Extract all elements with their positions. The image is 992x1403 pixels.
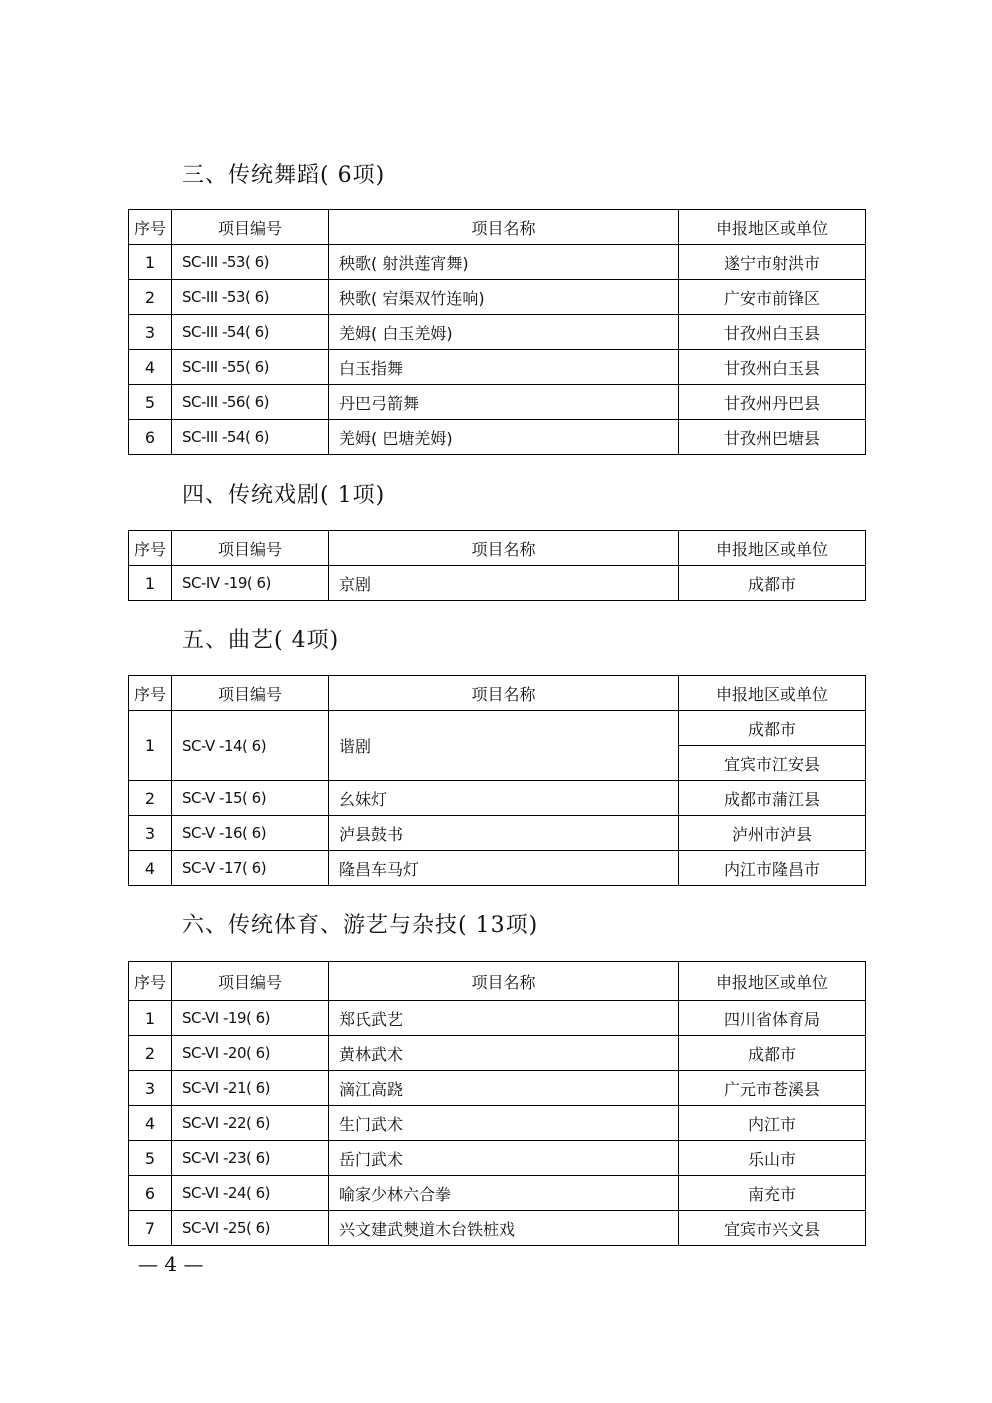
cell-no: 1 — [129, 566, 172, 601]
cell-no: 4 — [129, 1106, 172, 1141]
cell-name: 幺妹灯 — [329, 781, 679, 816]
cell-region: 泸州市泸县 — [679, 816, 866, 851]
cell-code: SC-VI -22( 6) — [172, 1106, 329, 1141]
header-region: 申报地区或单位 — [679, 962, 866, 1001]
cell-no: 3 — [129, 1071, 172, 1106]
header-name: 项目名称 — [329, 210, 679, 245]
header-code: 项目编号 — [172, 962, 329, 1001]
cell-no: 5 — [129, 1141, 172, 1176]
cell-no: 1 — [129, 245, 172, 280]
table-row — [129, 280, 866, 315]
cell-name: 谐剧 — [329, 711, 679, 781]
header-name: 项目名称 — [329, 676, 679, 711]
table-row — [129, 245, 866, 280]
section-title-sports: 六、传统体育、游艺与杂技( 13项) — [182, 913, 539, 938]
table-row — [129, 315, 866, 350]
cell-code: SC-V -17( 6) — [172, 851, 329, 886]
cell-code: SC-III -55( 6) — [172, 350, 329, 385]
cell-code: SC-III -54( 6) — [172, 420, 329, 455]
table-row — [129, 1001, 866, 1036]
table-row — [129, 1141, 866, 1176]
cell-region: 成都市 — [679, 1036, 866, 1071]
cell-region: 内江市隆昌市 — [679, 851, 866, 886]
section-title-dance: 三、传统舞蹈( 6项) — [182, 163, 386, 188]
table-row — [129, 781, 866, 816]
cell-code: SC-VI -20( 6) — [172, 1036, 329, 1071]
cell-region: 成都市 — [679, 566, 866, 601]
cell-region: 甘孜州白玉县 — [679, 350, 866, 385]
table-row — [129, 851, 866, 886]
cell-region: 遂宁市射洪市 — [679, 245, 866, 280]
table-row — [129, 566, 866, 601]
cell-region: 南充市 — [679, 1176, 866, 1211]
header-region: 申报地区或单位 — [679, 210, 866, 245]
cell-region: 宜宾市江安县 — [679, 746, 866, 781]
cell-region: 甘孜州白玉县 — [679, 315, 866, 350]
cell-name: 羌姆( 巴塘羌姆) — [329, 420, 679, 455]
cell-no: 7 — [129, 1211, 172, 1246]
cell-region: 四川省体育局 — [679, 1001, 866, 1036]
cell-name: 白玉指舞 — [329, 350, 679, 385]
table-sports — [128, 961, 866, 1246]
section-title-drama: 四、传统戏剧( 1项) — [182, 483, 386, 508]
cell-name: 黄林武术 — [329, 1036, 679, 1071]
table-dance — [128, 209, 866, 455]
cell-name: 岳门武术 — [329, 1141, 679, 1176]
cell-region: 乐山市 — [679, 1141, 866, 1176]
cell-no: 1 — [129, 711, 172, 781]
table-row — [129, 1071, 866, 1106]
cell-no: 4 — [129, 350, 172, 385]
table-row — [129, 420, 866, 455]
cell-region: 甘孜州巴塘县 — [679, 420, 866, 455]
header-no: 序号 — [129, 676, 172, 711]
header-region: 申报地区或单位 — [679, 531, 866, 566]
page-number: — 4 — — [138, 1252, 204, 1276]
cell-code: SC-IV -19( 6) — [172, 566, 329, 601]
table-row — [129, 385, 866, 420]
cell-code: SC-VI -25( 6) — [172, 1211, 329, 1246]
cell-code: SC-VI -19( 6) — [172, 1001, 329, 1036]
header-no: 序号 — [129, 210, 172, 245]
section-title-quyi: 五、曲艺( 4项) — [182, 628, 340, 653]
table-row — [129, 1106, 866, 1141]
cell-region: 宜宾市兴文县 — [679, 1211, 866, 1246]
cell-no: 2 — [129, 1036, 172, 1071]
cell-region: 广元市苍溪县 — [679, 1071, 866, 1106]
header-code: 项目编号 — [172, 531, 329, 566]
cell-region: 甘孜州丹巴县 — [679, 385, 866, 420]
table-row — [129, 350, 866, 385]
cell-name: 秧歌( 宕渠双竹连响) — [329, 280, 679, 315]
table-quyi — [128, 675, 866, 886]
cell-region: 内江市 — [679, 1106, 866, 1141]
table-header-row — [129, 962, 866, 1001]
cell-name: 羌姆( 白玉羌姆) — [329, 315, 679, 350]
header-name: 项目名称 — [329, 531, 679, 566]
cell-name: 丹巴弓箭舞 — [329, 385, 679, 420]
header-no: 序号 — [129, 531, 172, 566]
cell-code: SC-III -56( 6) — [172, 385, 329, 420]
table-row — [129, 816, 866, 851]
cell-no: 6 — [129, 1176, 172, 1211]
cell-name: 喻家少林六合拳 — [329, 1176, 679, 1211]
cell-region: 广安市前锋区 — [679, 280, 866, 315]
header-code: 项目编号 — [172, 676, 329, 711]
cell-name: 郑氏武艺 — [329, 1001, 679, 1036]
header-no: 序号 — [129, 962, 172, 1001]
cell-region: 成都市蒲江县 — [679, 781, 866, 816]
cell-name: 兴文建武僰道木台铁桩戏 — [329, 1211, 679, 1246]
cell-no: 1 — [129, 1001, 172, 1036]
cell-code: SC-VI -21( 6) — [172, 1071, 329, 1106]
table-header-row — [129, 676, 866, 711]
cell-no: 5 — [129, 385, 172, 420]
table-drama — [128, 530, 866, 601]
header-code: 项目编号 — [172, 210, 329, 245]
cell-no: 3 — [129, 816, 172, 851]
cell-code: SC-V -14( 6) — [172, 711, 329, 781]
header-region: 申报地区或单位 — [679, 676, 866, 711]
cell-code: SC-III -54( 6) — [172, 315, 329, 350]
table-row — [129, 1211, 866, 1246]
cell-name: 隆昌车马灯 — [329, 851, 679, 886]
cell-name: 滴江高跷 — [329, 1071, 679, 1106]
cell-name: 秧歌( 射洪莲宵舞) — [329, 245, 679, 280]
cell-code: SC-VI -24( 6) — [172, 1176, 329, 1211]
table-header-row — [129, 210, 866, 245]
table-row — [129, 711, 866, 746]
cell-code: SC-III -53( 6) — [172, 245, 329, 280]
table-row — [129, 1036, 866, 1071]
cell-code: SC-III -53( 6) — [172, 280, 329, 315]
table-header-row — [129, 531, 866, 566]
cell-no: 4 — [129, 851, 172, 886]
cell-no: 2 — [129, 781, 172, 816]
cell-name: 泸县鼓书 — [329, 816, 679, 851]
cell-code: SC-V -15( 6) — [172, 781, 329, 816]
cell-name: 京剧 — [329, 566, 679, 601]
cell-code: SC-V -16( 6) — [172, 816, 329, 851]
table-row — [129, 1176, 866, 1211]
cell-no: 3 — [129, 315, 172, 350]
cell-region: 成都市 — [679, 711, 866, 746]
cell-code: SC-VI -23( 6) — [172, 1141, 329, 1176]
cell-no: 2 — [129, 280, 172, 315]
cell-no: 6 — [129, 420, 172, 455]
header-name: 项目名称 — [329, 962, 679, 1001]
cell-name: 生门武术 — [329, 1106, 679, 1141]
